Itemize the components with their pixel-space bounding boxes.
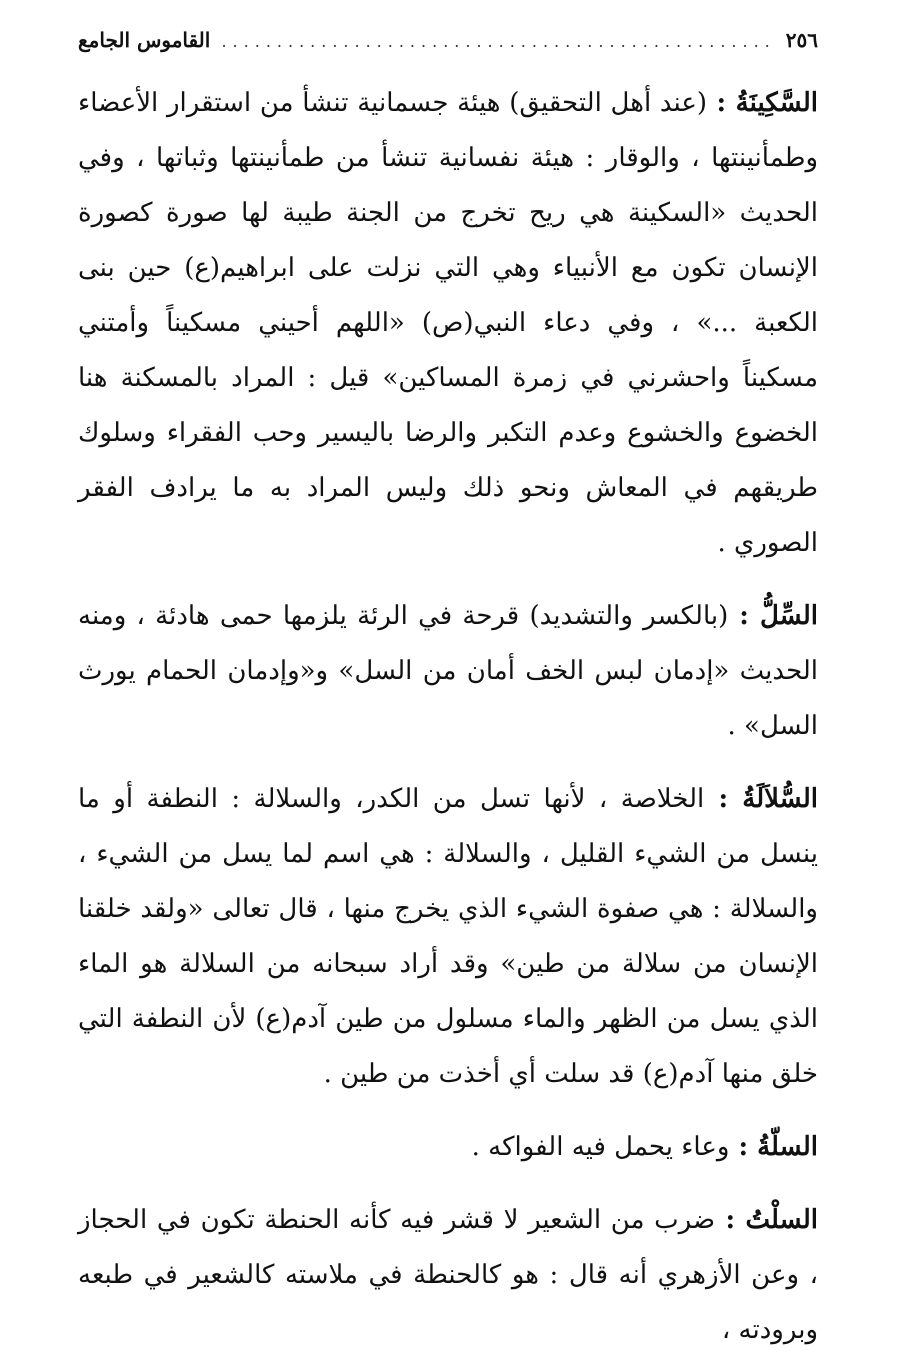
entry-sill: السِّلُّ : (بالكسر والتشديد) قرحة في الرئة يلزمها حمى هادئة ، ومنه الحديث «إدمان لبس الخف أمان من السل» و«وإدمان الحمام يورث السل» . bbox=[78, 601, 818, 741]
page-header bbox=[78, 28, 818, 68]
entry-sult: السلْتُ : ضرب من الشعير لا قشر فيه كأنه الحنطة تكون في الحجاز ، وعن الأزهري أنه قال : هو كالحنطة في ملاسته كالشعير في طبعه وبرودته ، bbox=[78, 1205, 819, 1345]
header-dot-leader: .................................................. bbox=[221, 32, 776, 51]
entry-headword: السِّلُّ bbox=[759, 601, 818, 631]
entry-headword: السُّلاَلَةُ bbox=[742, 784, 819, 814]
entry-headword: السلْتُ bbox=[745, 1205, 819, 1235]
entry-definition: (عند أهل التحقيق) هيئة جسمانية تنشأ من استقرار الأعضاء وطمأنينتها ، والوقار : هيئة نفسانية تنشأ من طمأنينتها وثباتها ، وفي الحديث «السكينة هي ريح تخرج من الجنة طيبة لها صورة كصورة الإنسان تكون مع الأنبياء وهي التي نزلت على ابراهيم(ع) حين بنى الكعبة ...» ، وفي دعاء النبي(ص) «اللهم أحيني مسكيناً وأمتني مسكيناً واحشرني في زمرة المساكين» قيل : المراد بالمسكنة هنا الخضوع والخشوع وعدم التكبر والرضا باليسير وحب الفقراء وسلوك طريقهم في المعاش ونحو ذلك وليس المراد به ما يرادف الفقر الصوري . bbox=[78, 88, 819, 558]
running-title: القاموس الجامع bbox=[78, 28, 211, 52]
entry-sulala: السُّلاَلَةُ : الخلاصة ، لأنها تسل من الكدر، والسلالة : النطفة أو ما ينسل من الشيء القليل ، والسلالة : هي اسم لما يسل من الشيء ، والسلالة : هي صفوة الشيء الذي يخرج منها ، قال تعالى «ولقد خلقنا الإنسان من سلالة من طين» وقد أراد سبحانه من السلالة هو الماء الذي يسل من الظهر والماء مسلول من طين آدم(ع) لأن النطفة التي خلق منها آدم(ع) قد سلت أي أخذت من طين . bbox=[78, 784, 819, 1089]
book-page bbox=[78, 28, 819, 1345]
dictionary-entries bbox=[78, 76, 818, 1358]
entry-definition: الخلاصة ، لأنها تسل من الكدر، والسلالة : النطفة أو ما ينسل من الشيء القليل ، والسلالة : هي اسم لما يسل من الشيء ، والسلالة : هي صفوة الشيء الذي يخرج منها ، قال تعالى «ولقد خلقنا الإنسان من سلالة من طين» وقد أراد سبحانه من السلالة هو الماء الذي يسل من الظهر والماء مسلول من طين آدم(ع) لأن النطفة التي خلق منها آدم(ع) قد سلت أي أخذت من طين . bbox=[78, 784, 818, 1089]
entry-headword: السلّةُ bbox=[757, 1132, 818, 1162]
entry-sakina: السَّكِينَةُ : (عند أهل التحقيق) هيئة جسمانية تنشأ من استقرار الأعضاء وطمأنينتها ، والوقار : هيئة نفسانية تنشأ من طمأنينتها وثباتها ، وفي الحديث «السكينة هي ريح تخرج من الجنة طيبة لها صورة كصورة الإنسان تكون مع الأنبياء وهي التي نزلت على ابراهيم(ع) حين بنى الكعبة ...» ، وفي دعاء النبي(ص) «اللهم أحيني مسكيناً وأمتني مسكيناً واحشرني في زمرة المساكين» قيل : المراد بالمسكنة هنا الخضوع والخشوع وعدم التكبر والرضا باليسير وحب الفقراء وسلوك طريقهم في المعاش ونحو ذلك وليس المراد به ما يرادف الفقر الصوري . bbox=[78, 88, 819, 558]
entry-definition: وعاء يحمل فيه الفواكه . bbox=[471, 1132, 730, 1162]
entry-salla: السلّةُ : وعاء يحمل فيه الفواكه . bbox=[471, 1132, 818, 1162]
page-number: ٢٥٦ bbox=[785, 28, 818, 52]
entry-definition: (بالكسر والتشديد) قرحة في الرئة يلزمها حمى هادئة ، ومنه الحديث «إدمان لبس الخف أمان من السل» و«وإدمان الحمام يورث السل» . bbox=[78, 601, 818, 741]
entry-definition: ضرب من الشعير لا قشر فيه كأنه الحنطة تكون في الحجاز ، وعن الأزهري أنه قال : هو كالحنطة في ملاسته كالشعير في طبعه وبرودته ، bbox=[78, 1205, 818, 1345]
entry-headword: السَّكِينَةُ bbox=[735, 88, 819, 118]
